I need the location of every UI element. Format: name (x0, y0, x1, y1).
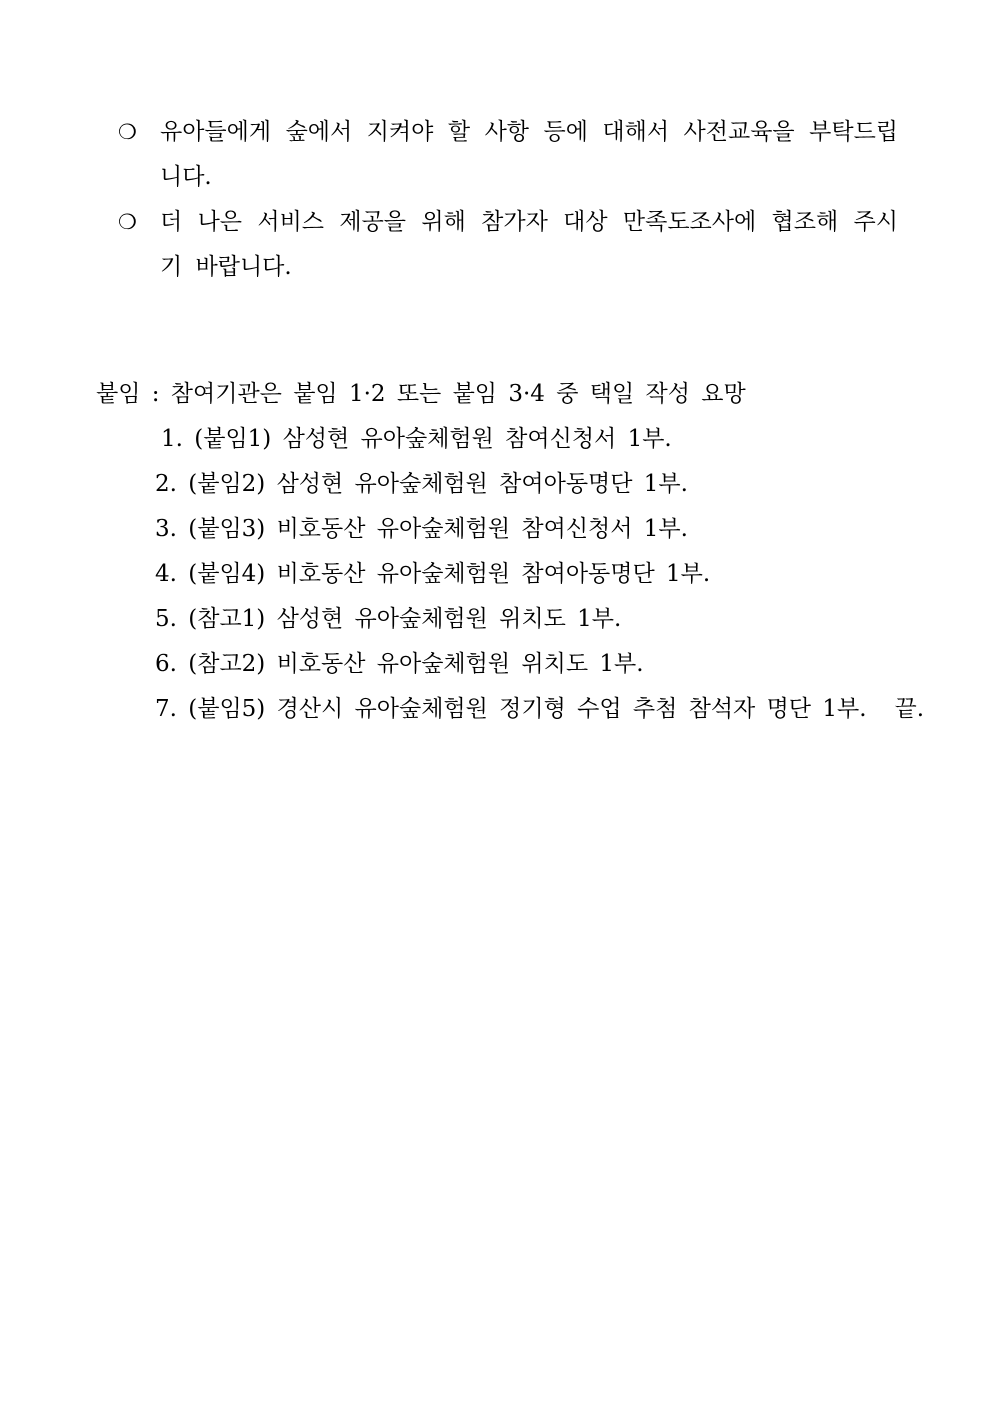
notice-item (118, 200, 898, 290)
circle-bullet-icon: ❍ (118, 210, 137, 234)
attachment-item: 4. (붙임4) 비호동산 유아숲체험원 참여아동명단 1부. (155, 561, 711, 587)
end-mark: 끝. (894, 696, 925, 722)
attachment-item (155, 687, 924, 732)
attachments-list (155, 417, 924, 732)
attachment-item: 2. (붙임2) 삼성현 유아숲체험원 참여아동명단 1부. (155, 471, 688, 497)
attachment-item-text: 7. (붙임5) 경산시 유아숲체험원 정기형 수업 추첨 참석자 명단 1부. (155, 696, 867, 722)
attachment-item: 6. (참고2) 비호동산 유아숲체험원 위치도 1부. (155, 651, 644, 677)
notice-item (118, 110, 898, 200)
attachments-header: 붙임 : 참여기관은 붙임 1·2 또는 붙임 3·4 중 택일 작성 요망 (96, 381, 746, 407)
attachment-item: 5. (참고1) 삼성현 유아숲체험원 위치도 1부. (155, 606, 622, 632)
attachment-item: 3. (붙임3) 비호동산 유아숲체험원 참여신청서 1부. (155, 516, 688, 542)
circle-bullet-icon: ❍ (118, 120, 137, 144)
notice-text: 더 나은 서비스 제공을 위해 참가자 대상 만족도조사에 협조해 주시기 바랍니다. (160, 209, 898, 280)
attachment-item: 1. (붙임1) 삼성현 유아숲체험원 참여신청서 1부. (161, 426, 672, 452)
notice-text: 유아들에게 숲에서 지켜야 할 사항 등에 대해서 사전교육을 부탁드립니다. (160, 119, 898, 190)
